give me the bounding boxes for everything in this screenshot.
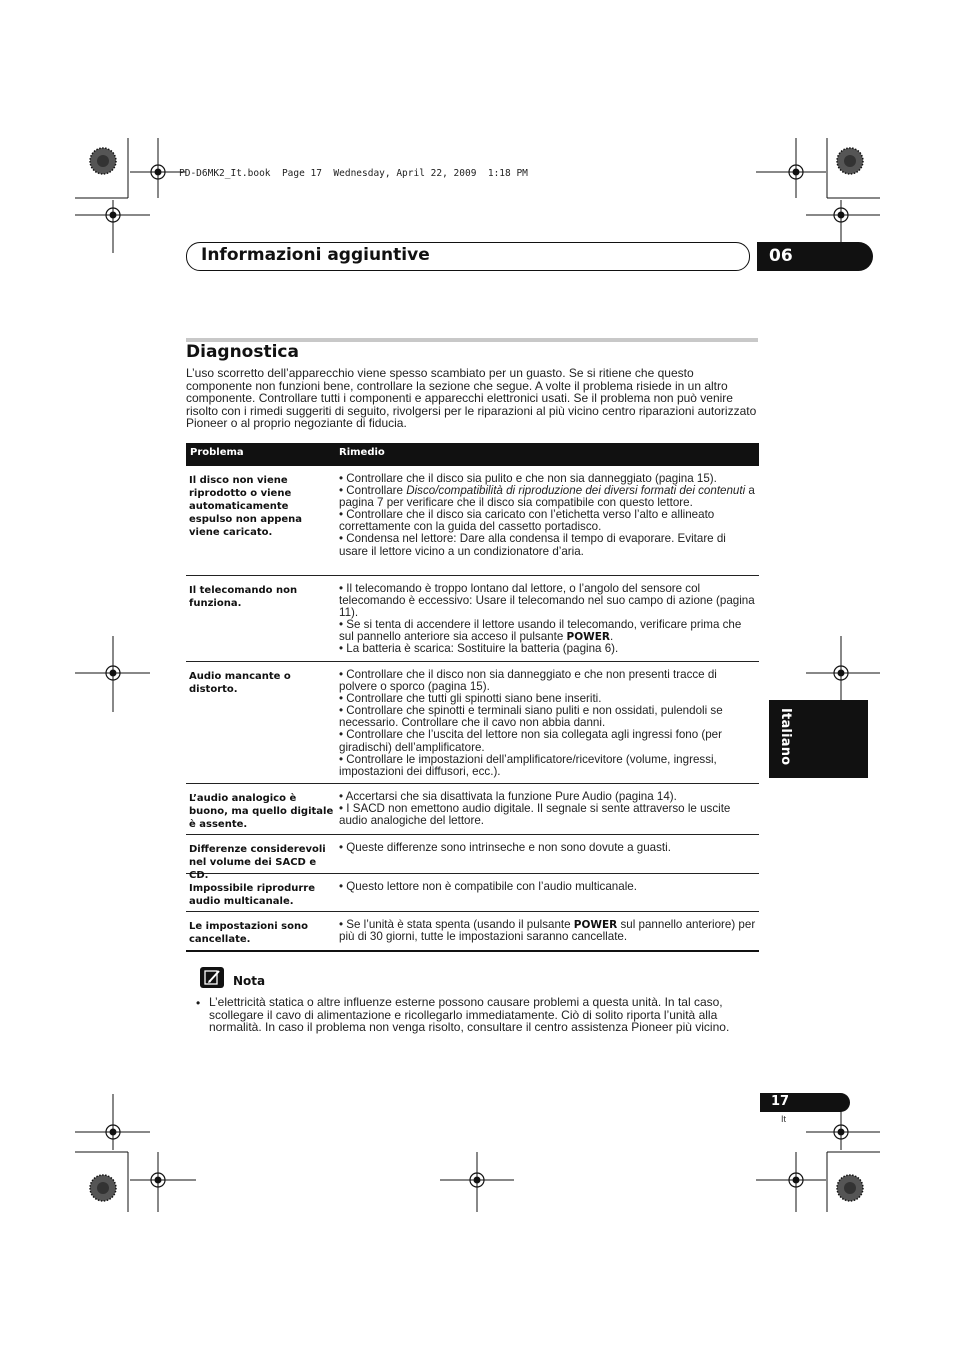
remedy-line: • La batteria è scarica: Sostituire la batteria (pagina 6). (339, 642, 619, 656)
page-number: 17 (771, 1094, 790, 1109)
troubleshooting-table (186, 443, 759, 952)
section-intro: L’uso scorretto dell’apparecchio viene spesso scambiato per un guasto. Se si ritiene che questo componente non funzioni bene, controllare la sezione che segue. A volte il problema risiede in un altro componente. Controllare tutti i componenti e apparecchi elettronici usati. Se il problema non può venire risolto con i rimedi suggeriti di seguito, rivolgersi per le riparazioni al più vicino centro riparazioni autorizzato Pioneer o al proprio negoziante di fiducia. (186, 366, 757, 431)
header-remedy: Rimedio (339, 447, 385, 458)
problem-cell: Impossibile riprodurre audio multicanale. (189, 883, 316, 907)
table-row (186, 662, 759, 784)
remedy-line: • Queste differenze sono intrinseche e non sono dovute a guasti. (339, 841, 671, 854)
table-row (186, 466, 759, 576)
print-slug: PD-D6MK2_It.book Page 17 Wednesday, April 22, 2009 1:18 PM (179, 168, 528, 179)
remedy-cell (339, 473, 757, 558)
remedy-line: • Se si tenta di accendere il lettore usando il telecomando, verificare prima che sul pannello anteriore sia acceso il pulsante POWER. (339, 618, 742, 644)
problem-cell: Le impostazioni sono cancellate. (189, 921, 308, 945)
language-side-tab (769, 700, 868, 778)
remedy-line: • Controllare che spinotti e terminali siano puliti e non ossidati, pulendoli se necessario. Controllare che il cavo non abbia danni. (339, 704, 723, 730)
page-language: It (781, 1114, 787, 1124)
problem-cell: Il disco non viene riprodotto o viene automaticamente espulso non appena viene caricato. (189, 475, 303, 538)
table-row (186, 874, 759, 912)
table-row (186, 835, 759, 881)
remedy-cell (339, 919, 757, 943)
remedy-line: • Il telecomando è troppo lontano dal lettore, o l’angolo del sensore col telecomando è eccessivo: Usare il telecomando nel suo campo di azione (pagina 11). (339, 582, 755, 620)
problem-cell: L’audio analogico è buono, ma quello digitale è assente. (189, 793, 334, 830)
remedy-cell (339, 583, 757, 656)
note-title: Nota (233, 974, 266, 988)
remedy-line: • Controllare che il disco non sia danneggiato e che non presenti tracce di polvere o sporco (pagina 15). (339, 668, 717, 694)
remedy-line: • Controllare che il disco sia caricato con l’etichetta verso l’alto e allineato correttamente con la guida del cassetto portadisco. (339, 508, 715, 534)
remedy-line: • Controllare che tutti gli spinotti siano bene inseriti. (339, 692, 602, 706)
language-label: Italiano (778, 708, 793, 766)
remedy-line: • Controllare Disco/compatibilità di riproduzione dei diversi formati dei contenuti a pagina 7 per verificare che il disco sia compatibile con questo lettore. (339, 484, 755, 510)
remedy-cell (339, 881, 757, 893)
remedy-line: • Accertarsi che sia disattivata la funzione Pure Audio (pagina 14). (339, 790, 677, 803)
pencil-note-icon (200, 967, 224, 988)
note-bullet: • (196, 996, 201, 1010)
remedy-cell (339, 669, 757, 778)
remedy-line: • Controllare le impostazioni dell’amplificatore/ricevitore (volume, ingressi, impostazioni dei diffusori, ecc.). (339, 752, 717, 778)
problem-cell: Audio mancante o distorto. (189, 671, 291, 695)
chapter-title: Informazioni aggiuntive (201, 245, 430, 265)
table-header (186, 443, 759, 466)
power-button-label: POWER (573, 919, 618, 931)
chapter-number: 06 (757, 242, 873, 271)
problem-cell: Differenze considerevoli nel volume dei SACD e CD. (189, 844, 326, 881)
remedy-line: • Controllare che l’uscita del lettore non sia collegata agli ingressi fono (per giradischi) dell’amplificatore. (339, 728, 722, 754)
remedy-line: • Se l’unità è stata spenta (usando il pulsante POWER sul pannello anteriore) per più di 30 giorni, tutte le impostazioni saranno cancellate. (339, 918, 756, 944)
table-row (186, 784, 759, 835)
remedy-line: • Controllare che il disco sia pulito e che non sia danneggiato (pagina 15). (339, 472, 717, 485)
remedy-cell (339, 842, 757, 854)
table-row (186, 912, 759, 952)
remedy-line: • Condensa nel lettore: Dare alla condensa il tempo di evaporare. Evitare di usare il lettore vicino a un condizionatore d’aria. (339, 532, 726, 558)
table-row (186, 576, 759, 662)
section-title: Diagnostica (186, 342, 299, 362)
power-button-label: POWER (566, 631, 610, 644)
remedy-cell (339, 791, 757, 827)
remedy-line: • Questo lettore non è compatibile con l’audio multicanale. (339, 880, 637, 893)
problem-cell: Il telecomando non funziona. (189, 585, 298, 609)
cross-reference-title: Disco/compatibilità di riproduzione dei diversi formati dei contenuti (406, 484, 746, 498)
header-problem: Problema (190, 447, 244, 458)
note-text: L’elettricità statica o altre influenze esterne possono causare problemi a questa unità. In tal caso, scollegare il cavo di alimentazione e ricollegarlo immediatamente. Ciò di solito riporta l’unità alla normalità. In caso il problema non venga risolto, consultare il centro assistenza Pioneer più vicino. (209, 995, 730, 1035)
remedy-line: • I SACD non emettono audio digitale. Il segnale si sente attraverso le uscite audio analogiche del lettore. (339, 802, 731, 828)
